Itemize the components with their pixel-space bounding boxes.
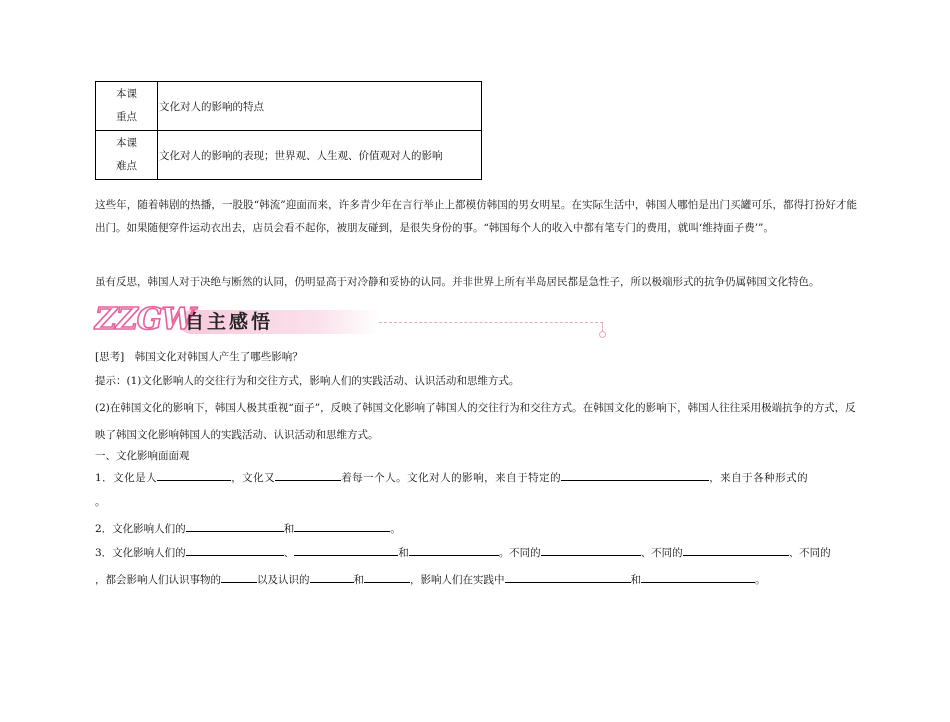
banner-dashed-line	[379, 322, 603, 323]
item-text: 、不同的	[788, 547, 831, 559]
fill-blank[interactable]	[186, 519, 284, 532]
fill-item-1	[95, 468, 808, 488]
fill-blank[interactable]	[541, 543, 641, 556]
item-text: ，都会影响人们认识事物的	[95, 574, 221, 586]
banner-logo: ZZGW	[95, 302, 195, 337]
table-row	[96, 131, 482, 180]
fill-blank[interactable]	[294, 543, 398, 556]
item-text: 、不同的	[640, 547, 683, 559]
item-text: 和	[398, 547, 409, 559]
item-text: 以及认识的	[257, 574, 310, 586]
item-text: 。	[95, 496, 106, 508]
item-text: 和	[630, 574, 641, 586]
item-text: ，影响人们在实践中	[410, 574, 505, 586]
fill-blank[interactable]	[310, 570, 354, 583]
hint-line: 提示：(1)文化影响人的交往行为和交往方式，影响人们的实践活动、认识活动和思维方式。	[95, 375, 520, 387]
intro-paragraph: 虽有反思，韩国人对于决绝与断然的认同，仍明显高于对冷静和妥协的认同。并非世界上所有半岛居民都是急性子，所以极端形式的抗争仍属韩国文化特色。	[95, 276, 820, 288]
fill-blank[interactable]	[561, 468, 709, 481]
fill-item-1-end	[95, 492, 106, 512]
item-text: 3．文化影响人们的	[95, 547, 186, 559]
head-line: 本课	[116, 137, 137, 149]
fill-item-3-cont	[95, 570, 766, 590]
item-text: 、	[283, 547, 295, 559]
fill-blank[interactable]	[683, 543, 789, 556]
fill-blank[interactable]	[364, 570, 410, 583]
fill-item-3	[95, 543, 831, 563]
head-line: 本课	[116, 88, 137, 100]
item-text: 。	[390, 523, 401, 535]
table-head-cell	[96, 82, 158, 131]
table-body-cell: 文化对人的影响的特点	[158, 82, 482, 131]
section-banner	[95, 304, 515, 338]
fill-item-2	[95, 519, 401, 539]
fill-blank[interactable]	[186, 543, 284, 556]
item-text: 和	[353, 574, 364, 586]
banner-dot-icon	[599, 331, 606, 338]
fill-blank[interactable]	[641, 570, 755, 583]
intro-paragraph: 这些年，随着韩剧的热播，一股股“韩流”迎面而来，许多青少年在言行举止上都模仿韩国的男女明星。在实际生活中，韩国人哪怕是出门买罐可乐，都得打扮好才能出门。如果随便穿件运动衣出去，店员会看不起你，被朋友碰到，是很失身份的事。“韩国每个人的收入中都有笔专门的费用，就叫‘维持面子费’”。	[95, 199, 857, 234]
head-line: 难点	[116, 160, 137, 172]
table-row	[96, 82, 482, 131]
banner-title: 自主感悟	[185, 311, 274, 333]
fill-blank[interactable]	[275, 468, 341, 481]
section-heading: 一、文化影响面面观	[95, 450, 190, 462]
item-text: 。	[755, 574, 766, 586]
item-text: ，文化又	[231, 472, 276, 484]
table-head-cell	[96, 131, 158, 180]
fill-blank[interactable]	[409, 543, 499, 556]
item-text: 着每一个人。文化对人的影响，来自于特定的	[341, 472, 562, 484]
item-text: 2．文化影响人们的	[95, 523, 186, 535]
item-text: 。不同的	[498, 547, 541, 559]
hint-paragraph: (2)在韩国文化的影响下，韩国人极其重视“面子”，反映了韩国文化影响了韩国人的交往行为和交往方式。在韩国文化的影响下，韩国人往往采用极端抗争的方式，反映了韩国文化影响韩国人的实践活动、认识活动和思维方式。	[95, 402, 856, 441]
key-points-table	[95, 81, 482, 180]
item-text: ，来自于各种形式的	[709, 472, 809, 484]
fill-blank[interactable]	[221, 570, 257, 583]
fill-blank[interactable]	[294, 519, 390, 532]
think-question: [思考] 韩国文化对韩国人产生了哪些影响？	[95, 351, 303, 363]
head-line: 重点	[116, 111, 137, 123]
item-text: 和	[283, 523, 295, 535]
table-body-cell: 文化对人的影响的表现；世界观、人生观、价值观对人的影响	[158, 131, 482, 180]
fill-blank[interactable]	[157, 468, 231, 481]
item-text: 1．文化是人	[95, 472, 158, 484]
fill-blank[interactable]	[505, 570, 631, 583]
